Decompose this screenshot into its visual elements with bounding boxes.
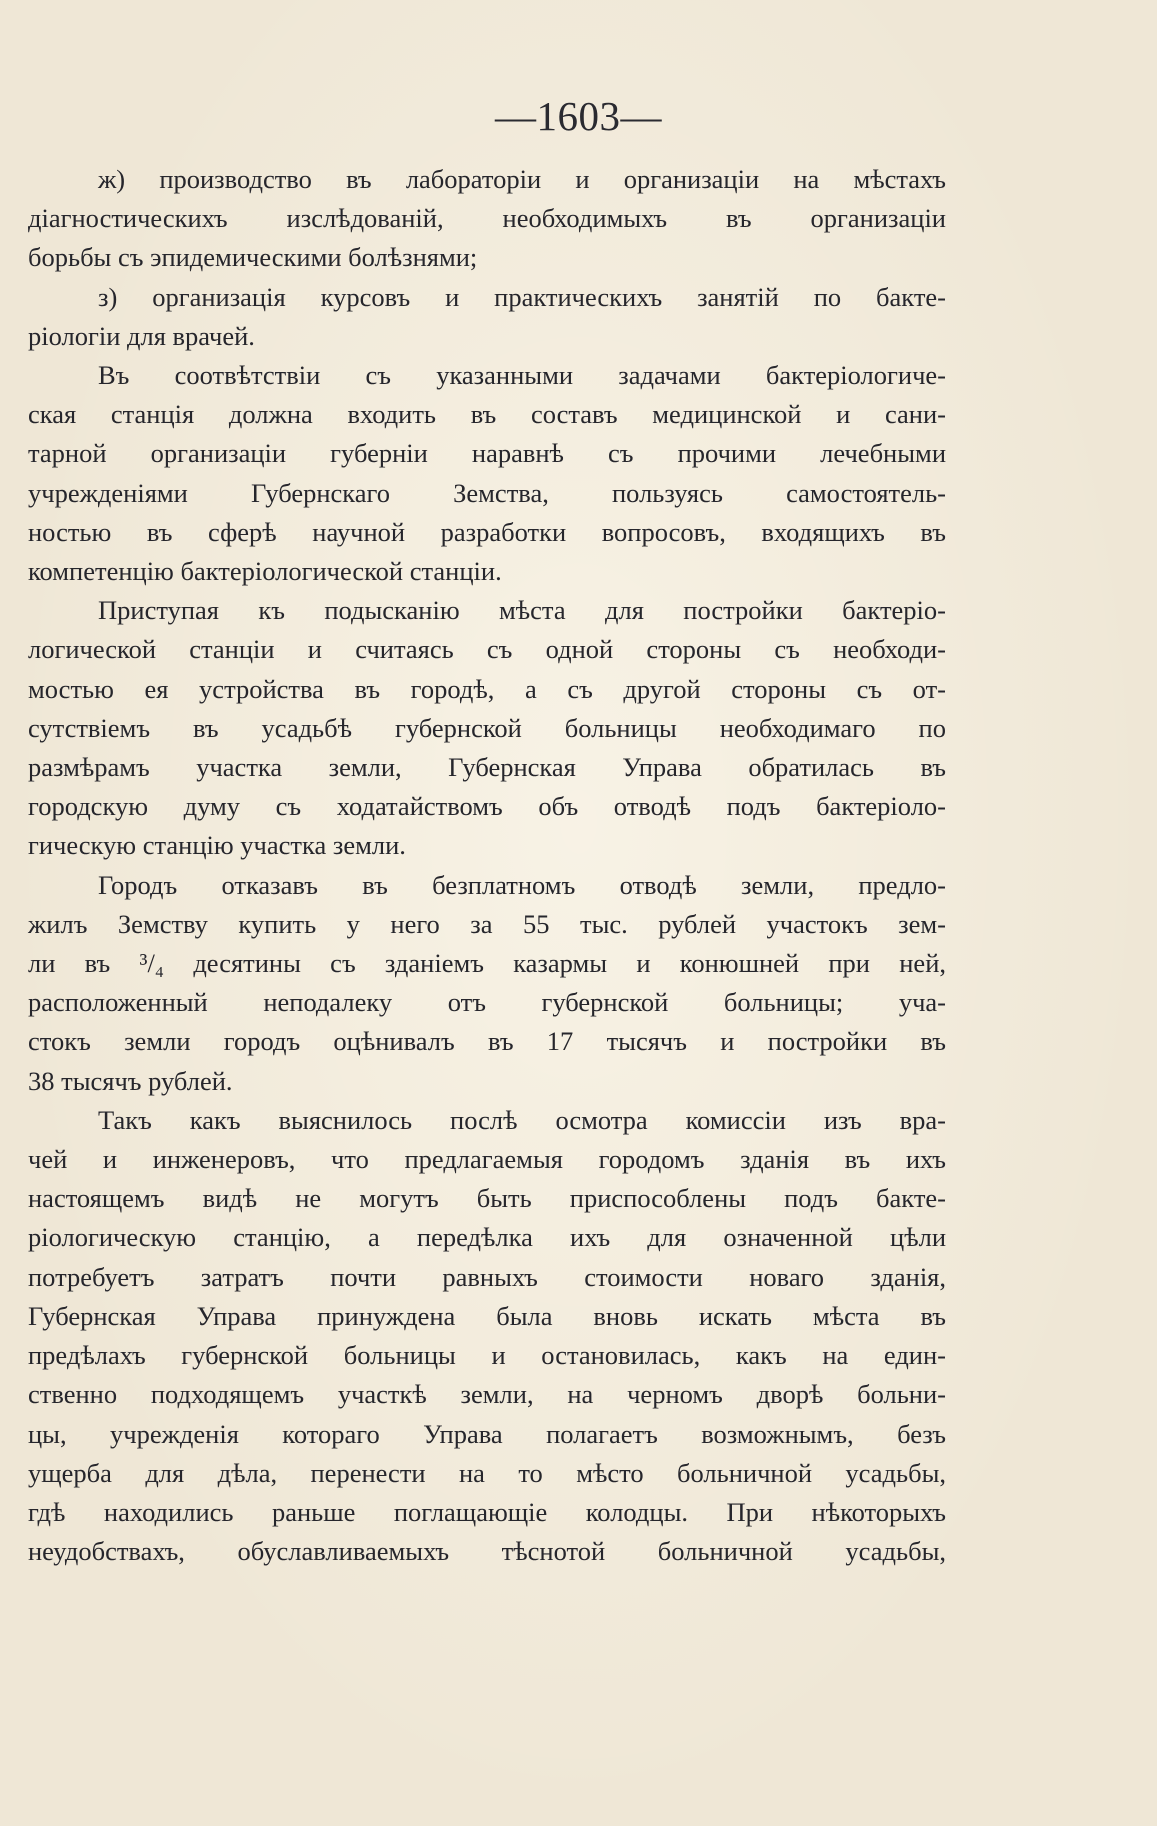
text-line: Городъ отказавъ въ безплатномъ отводѣ земли, предло-	[98, 869, 946, 900]
text-line: ріологіи для врачей.	[28, 320, 255, 351]
text-line: тарной организаціи губерніи наравнѣ съ прочими лечебными	[28, 438, 946, 469]
text-line: Губернская Управа принуждена была вновь искать мѣста въ	[28, 1300, 946, 1331]
paragraph	[28, 278, 946, 356]
page-number: —1603—	[495, 93, 662, 139]
text-line: Такъ какъ выяснилось послѣ осмотра комиссіи изъ вра-	[98, 1104, 946, 1135]
text-line: ская станція должна входить въ составъ медицинской и сани-	[28, 399, 946, 430]
text-line: чей и инженеровъ, что предлагаемыя городомъ зданія въ ихъ	[28, 1144, 946, 1175]
text-line: ущерба для дѣла, перенести на то мѣсто больничной усадьбы,	[28, 1457, 946, 1488]
text-line: неудобствахъ, обуславливаемыхъ тѣснотой больничной усадьбы,	[28, 1536, 946, 1567]
text-line: 38 тысячъ рублей.	[28, 1065, 233, 1096]
text-line: предѣлахъ губернской больницы и остановилась, какъ на един-	[28, 1340, 946, 1371]
text-line: цы, учрежденія котораго Управа полагаетъ возможнымъ, безъ	[28, 1418, 946, 1449]
text-line: ли въ ³/₄ десятины съ зданіемъ казармы и конюшней при ней,	[28, 948, 946, 979]
text-line: настоящемъ видѣ не могутъ быть приспособлены подъ бакте-	[28, 1183, 946, 1214]
paragraph	[28, 866, 946, 1101]
text-line: расположенный неподалеку отъ губернской больницы; уча-	[28, 987, 946, 1018]
text-line: логической станціи и считаясь съ одной стороны съ необходи-	[28, 634, 946, 665]
text-line: компетенцію бактеріологической станціи.	[28, 556, 502, 587]
text-line: борьбы съ эпидемическими болѣзнями;	[28, 242, 478, 273]
text-line: учрежденіями Губернскаго Земства, пользуясь самостоятель-	[28, 477, 946, 508]
text-line: потребуетъ затратъ почти равныхъ стоимости новаго зданія,	[28, 1261, 946, 1292]
text-line: ріологическую станцію, а передѣлка ихъ для означенной цѣли	[28, 1222, 946, 1253]
text-line: Въ соотвѣтствіи съ указанными задачами бактеріологиче-	[98, 360, 946, 391]
text-line: ж) производство въ лабораторіи и организаціи на мѣстахъ	[98, 164, 946, 194]
text-line: жилъ Земству купить у него за 55 тыс. рублей участокъ зем-	[28, 908, 946, 939]
text-line: размѣрамъ участка земли, Губернская Управа обратилась въ	[28, 752, 946, 783]
text-line: городскую думу съ ходатайствомъ объ отводѣ подъ бактеріоло-	[28, 791, 946, 822]
text-line: з) организація курсовъ и практическихъ занятій по бакте-	[98, 281, 946, 312]
text-line: сутствіемъ въ усадьбѣ губернской больницы необходимаго по	[28, 712, 946, 743]
text-line: стокъ земли городъ оцѣнивалъ въ 17 тысячъ и постройки въ	[28, 1026, 946, 1057]
paragraph	[28, 1101, 946, 1571]
text-line: мостью ея устройства въ городѣ, а съ другой стороны съ от-	[28, 673, 946, 704]
text-line: ностью въ сферѣ научной разработки вопросовъ, входящихъ въ	[28, 516, 946, 547]
text-line: гдѣ находились раньше поглащающіе колодцы. При нѣкоторыхъ	[28, 1496, 946, 1527]
text-line: гическую станцію участка земли.	[28, 830, 406, 861]
text-line: ственно подходящемъ участкѣ земли, на черномъ дворѣ больни-	[28, 1379, 946, 1410]
paragraph	[28, 591, 946, 865]
paragraph	[28, 356, 946, 591]
text-line: діагностическихъ изслѣдованій, необходимыхъ въ организаціи	[28, 203, 946, 234]
text-line: Приступая къ подысканію мѣста для постройки бактеріо-	[98, 595, 946, 626]
paragraph	[28, 160, 946, 278]
body-text	[28, 160, 946, 1571]
